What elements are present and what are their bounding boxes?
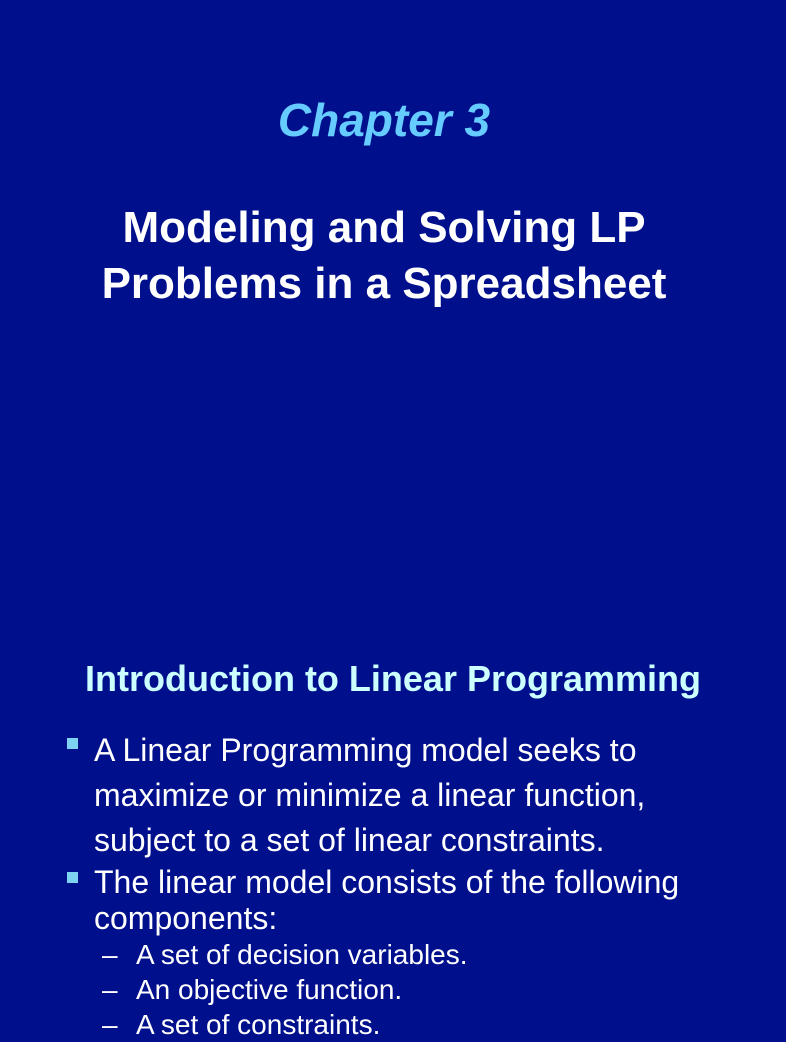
- square-bullet-icon: [67, 738, 78, 749]
- slide-title: Introduction to Linear Programming: [84, 658, 701, 699]
- intro-slide: [0, 640, 768, 1040]
- chapter-title: Chapter 3: [277, 94, 491, 146]
- dash-icon: –: [102, 939, 118, 970]
- dash-icon: –: [102, 974, 118, 1005]
- sub-bullet-item: [102, 938, 736, 972]
- square-bullet-icon: [67, 872, 78, 883]
- bullet-text-line: maximize or minimize a linear function,: [94, 777, 646, 813]
- subtitle-line: Modeling and Solving LP: [122, 203, 646, 252]
- bullet-text-line: components:: [94, 900, 278, 936]
- bullet-text-line: subject to a set of linear constraints.: [94, 822, 605, 858]
- sub-bullet-text: An objective function.: [136, 974, 403, 1005]
- bullet-item: [94, 864, 754, 936]
- bullet-item: [94, 728, 754, 863]
- sub-bullet-item: [102, 1008, 736, 1042]
- sub-bullet-text: A set of decision variables.: [136, 939, 468, 970]
- bullet-text-line: A Linear Programming model seeks to: [94, 732, 637, 768]
- dash-icon: –: [102, 1009, 118, 1040]
- sub-bullet-item: [102, 973, 736, 1007]
- bullet-text-line: The linear model consists of the following: [94, 864, 680, 900]
- subtitle-line: Problems in a Spreadsheet: [101, 259, 667, 308]
- slide-subtitle: [0, 200, 768, 312]
- sub-bullet-text: A set of constraints.: [136, 1009, 381, 1040]
